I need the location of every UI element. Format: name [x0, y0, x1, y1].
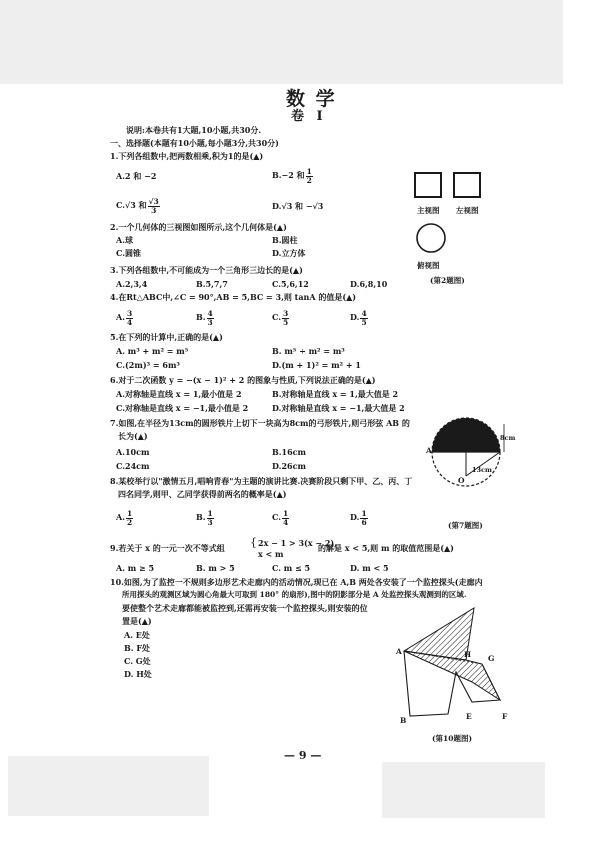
- q9-brace: {: [250, 536, 257, 549]
- q5-option-a: A. m³ + m² = m⁵: [116, 346, 189, 356]
- fig7-label-a: A: [426, 446, 432, 455]
- q1-stem: 1.下列各组数中,把两数相乘,积为1的是(▲): [110, 151, 264, 161]
- q9-system-line2: x < m: [258, 549, 284, 559]
- q8-stem-line1: 8.某校举行以"激情五月,唱响青春"为主题的演讲比赛.决赛阶段只剩下甲、乙、丙、丁: [110, 476, 413, 486]
- page-title: 数 学: [286, 88, 337, 110]
- q2-option-d: D.立方体: [272, 248, 306, 258]
- q3-option-a: A.2,3,4: [116, 279, 148, 289]
- fig10-caption: (第10题图): [432, 734, 473, 743]
- page-number: — 9 —: [284, 749, 322, 762]
- q2-stem: 2.一个几何体的三视图如图所示,这个几何体是(▲): [110, 222, 287, 232]
- q2-option-a: A.球: [116, 235, 133, 245]
- q7-stem-line2: 长为(▲): [118, 431, 148, 441]
- q8-option-a: A. $\frac{1}{2}$: [116, 509, 133, 527]
- segment-shaded: [432, 418, 500, 452]
- q3-stem: 3.下列各组数中,不可能成为一个三角形三边长的是(▲): [110, 265, 303, 275]
- fig2-caption: (第2题图): [430, 276, 465, 285]
- front-view-square: [415, 173, 441, 197]
- scan-margin-bottom-left: [8, 756, 209, 816]
- q1-option-d: D.√3 和 −√3: [272, 201, 324, 211]
- q9-option-b: B. m > 5: [196, 563, 235, 573]
- q10-stem-line3: 要使整个艺术走廊都能被监控到,还需再安装一个监控探头,则安装的位: [122, 603, 368, 613]
- q1-option-b: B.−2 和 $\frac{1}{2}$: [272, 167, 312, 185]
- q5-stem: 5.在下列的计算中,正确的是(▲): [110, 332, 223, 342]
- scan-margin-top: [0, 0, 563, 84]
- q10-option-a: A. E处: [124, 630, 150, 640]
- instructions: 说明:本卷共有1大题,10小题,共30分.: [126, 125, 262, 135]
- q7-option-c: C.24cm: [116, 461, 150, 471]
- q4-option-b: B. $\frac{4}{3}$: [196, 309, 213, 327]
- q3-option-d: D.6,8,10: [350, 279, 388, 289]
- fig7-label-13cm: 13cm: [472, 466, 492, 474]
- q6-option-b: B.对称轴是直线 x = 1,最大值是 2: [272, 389, 399, 399]
- q8-option-c: C. $\frac{1}{4}$: [272, 509, 289, 527]
- q2-option-c: C.圆锥: [116, 248, 142, 258]
- scan-margin-bottom-right: [382, 762, 545, 818]
- q8-stem-line2: 四名同学,则甲、乙同学获得前两名的概率是(▲): [118, 489, 287, 499]
- fig10-label-g: G: [488, 654, 495, 663]
- fig7-label-8cm: 8cm: [500, 434, 516, 442]
- q10-stem-line1: 10.如图,为了监控一不规则多边形艺术走廊内的活动情况,现已在 A,B 两处各安装了一个监控探头(走廊内: [110, 577, 483, 587]
- fig10-label-h: H: [464, 650, 472, 659]
- q7-stem-line1: 7.如图,在半径为13cm的圆形铁片上切下一块高为8cm的弓形铁片,则弓形弦 AB 的: [110, 418, 410, 428]
- q9-stem-pre: 9.若关于 x 的一元一次不等式组: [110, 543, 225, 553]
- fig10-label-a: A: [396, 647, 402, 656]
- q7-option-b: B.16cm: [272, 447, 307, 457]
- q8-option-d: D. $\frac{1}{6}$: [350, 509, 367, 527]
- q4-stem: 4.在Rt△ABC中,∠C = 90°,AB = 5,BC = 3,则 tanA 的值是(▲): [110, 292, 357, 302]
- fig7-label-b: B: [492, 444, 499, 453]
- q7-option-d: D.26cm: [272, 461, 306, 471]
- q3-option-b: B.5,7,7: [196, 279, 228, 289]
- q4-option-a: A. $\frac{3}{4}$: [116, 309, 133, 327]
- q2-option-b: B.圆柱: [272, 235, 298, 245]
- fig2-front-label: 主视图: [417, 206, 440, 215]
- fig2-top-label: 俯视图: [417, 261, 440, 270]
- q4-option-d: D. $\frac{4}{5}$: [350, 309, 367, 327]
- q5-option-b: B. m⁵ ÷ m² = m³: [272, 346, 345, 356]
- q6-option-d: D.对称轴是直线 x = −1,最大值是 2: [272, 403, 405, 413]
- fig7-label-o: O: [458, 476, 465, 485]
- q10-gallery-figure: [396, 604, 516, 729]
- q9-option-a: A. m ≥ 5: [116, 563, 155, 573]
- q10-option-c: C. G处: [124, 656, 151, 666]
- fig2-left-label: 左视图: [456, 206, 479, 215]
- q1-option-a: A.2 和 −2: [116, 171, 157, 181]
- q7-circle-segment-figure: [420, 418, 520, 498]
- q9-option-d: D. m < 5: [350, 563, 389, 573]
- q10-option-d: D. H处: [124, 669, 152, 679]
- fig10-label-b: B: [400, 716, 407, 725]
- section-heading: 一、选择题(本题有10小题,每小题3分,共30分): [110, 138, 279, 148]
- fig10-label-f: F: [502, 712, 508, 721]
- q9-option-c: C. m ≤ 5: [272, 563, 311, 573]
- q7-option-a: A.10cm: [116, 447, 150, 457]
- volume-label: 卷 Ⅰ: [291, 109, 327, 124]
- q8-option-b: B. $\frac{1}{3}$: [196, 509, 213, 527]
- top-view-circle: [417, 224, 445, 252]
- q10-stem-line2: 所用探头的观测区域为圆心角最大可取到 180° 的扇形),图中的阴影部分是 A 处监控探头观测到的区域.: [122, 590, 467, 599]
- q6-option-a: A.对称轴是直线 x = 1,最小值是 2: [116, 389, 242, 399]
- q6-stem: 6.对于二次函数 y = −(x − 1)² + 2 的图象与性质,下列说法正确的是(▲): [110, 375, 376, 385]
- q4-option-c: C. $\frac{3}{5}$: [272, 309, 289, 327]
- q3-option-c: C.5,6,12: [272, 279, 309, 289]
- q5-option-c: C.(2m)³ = 6m³: [116, 360, 180, 370]
- q1-option-c: C.√3 和 $\frac{√3}{3}$: [116, 197, 159, 215]
- fig10-label-e: E: [466, 712, 472, 721]
- q9-stem-post: 的解是 x < 5,则 m 的取值范围是(▲): [318, 543, 454, 553]
- q10-stem-line4: 置是(▲): [122, 616, 152, 626]
- q10-option-b: B. F处: [124, 643, 151, 653]
- left-view-square: [454, 173, 480, 197]
- q9-system-line1: 2x − 1 > 3(x − 2),: [258, 538, 337, 548]
- q6-option-c: C.对称轴是直线 x = −1,最小值是 2: [116, 403, 249, 413]
- q5-option-d: D.(m + 1)² = m² + 1: [272, 360, 361, 370]
- fig7-caption: (第7题图): [448, 521, 483, 530]
